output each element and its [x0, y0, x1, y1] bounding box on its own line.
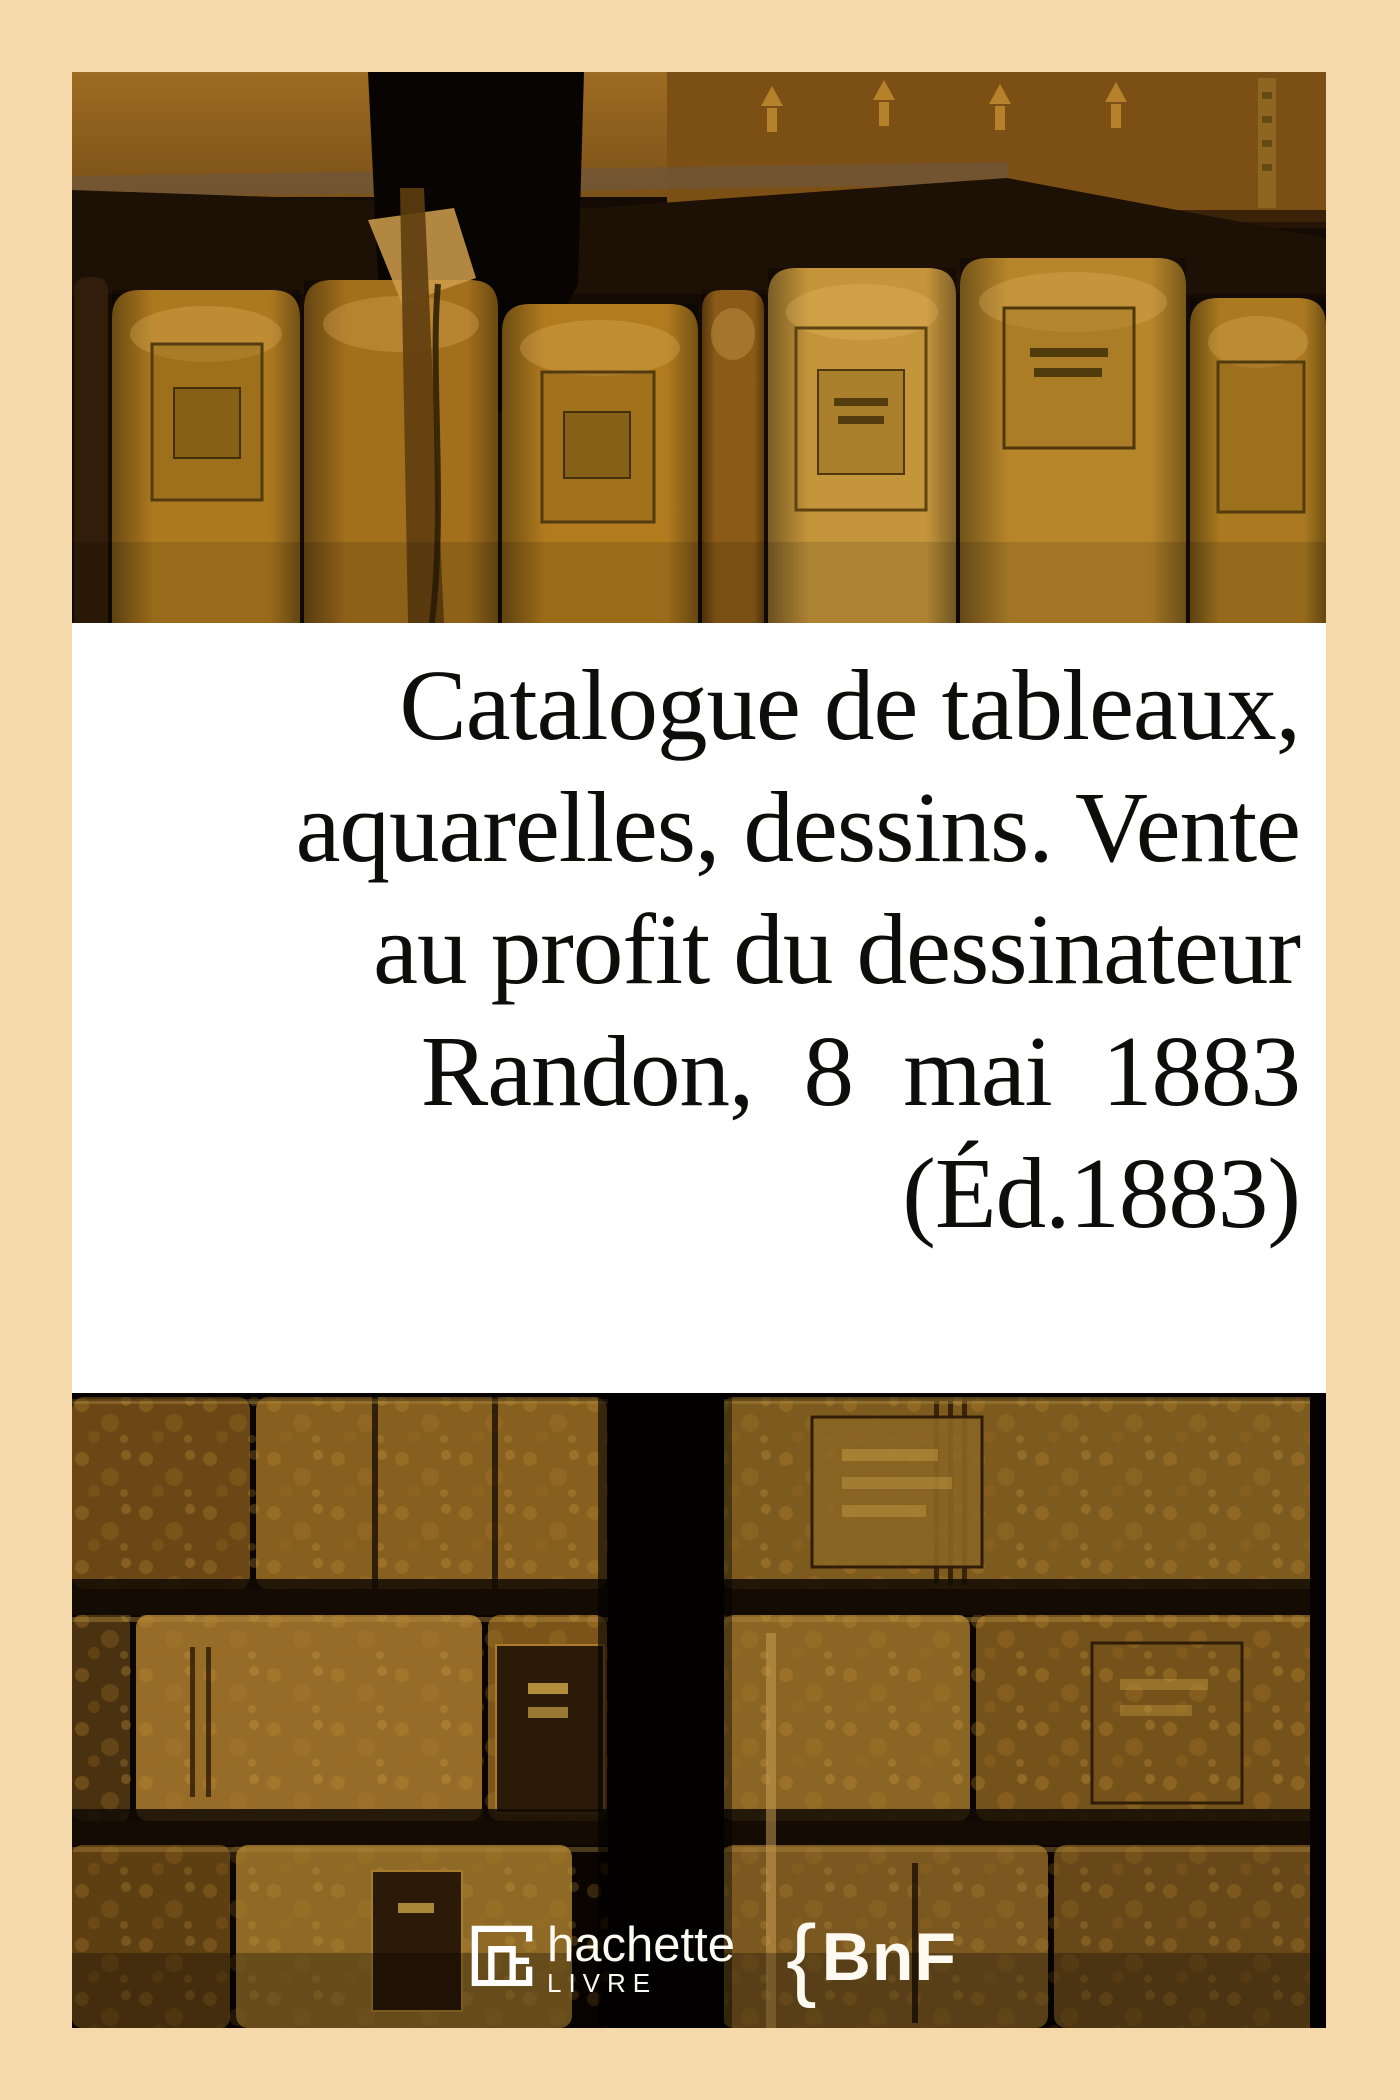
hachette-wordmark	[547, 1918, 735, 1998]
hachette-logo-icon	[470, 1924, 534, 1986]
book-title	[72, 644, 1300, 1254]
bnf-logo	[786, 1907, 957, 2009]
hachette-livre-label: LIVRE	[547, 1968, 658, 1998]
top-bookshelf-photo	[72, 72, 1326, 623]
hachette-logo	[470, 1918, 735, 1998]
title-line-3: au profit du dessinateur	[373, 893, 1300, 1005]
title-line-2: aquarelles, dessins. Vente	[295, 771, 1300, 883]
title-line-5: (Éd.1883)	[902, 1137, 1300, 1249]
publisher-logos	[72, 1907, 1326, 2068]
hachette-name: hachette	[547, 1918, 735, 1972]
cover-frame	[72, 72, 1326, 2028]
bnf-wordmark: BnF	[821, 1919, 957, 1995]
title-line-1: Catalogue de tableaux,	[399, 649, 1300, 761]
bnf-brace-icon: {	[786, 1907, 817, 2009]
title-line-4: Randon, 8 mai 1883	[420, 1015, 1300, 1127]
